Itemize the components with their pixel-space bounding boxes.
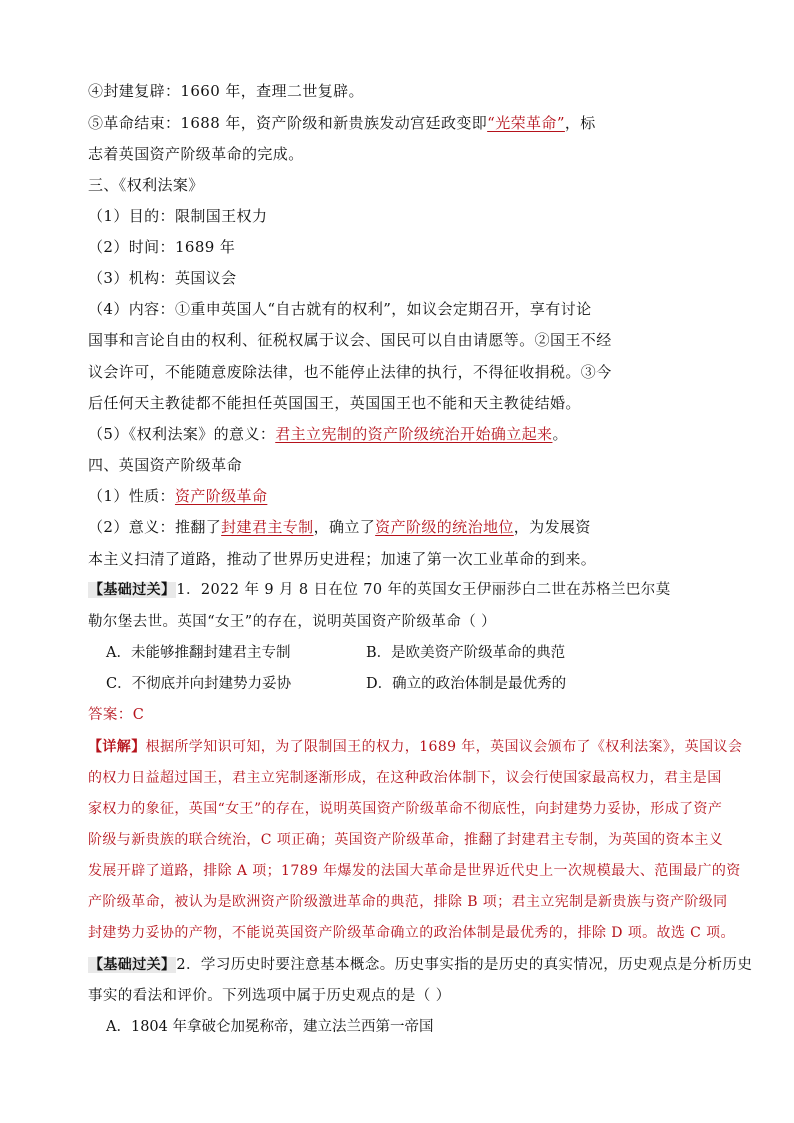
text-line: （5）《权利法案》的意义：君主立宪制的资产阶级统治开始确立起来。 [88, 425, 568, 443]
option-a: A．未能够推翻封建君主专制 [106, 645, 291, 661]
text-line: 后任何天主教徒都不能担任英国国王，英国国王也不能和天主教徒结婚。 [88, 394, 581, 412]
text-line: （2）时间：1689 年 [88, 238, 236, 256]
section-title: 四、英国资产阶级革命 [88, 456, 243, 474]
option-c: C．不彻底并向封建势力妥协 [106, 676, 292, 692]
answer-line: 答案：C [88, 707, 145, 723]
detail-line: 阶级与新贵族的联合统治，C 项正确；英国资产阶级革命，推翻了封建君主专制，为英国的资本主义 [88, 832, 724, 848]
detail-tag: 【详解】 [88, 739, 146, 755]
question-tag: 【基础过关】 [89, 582, 176, 598]
detail-line: 的权力日益超过国王，君主立宪制逐渐形成，在这种政治体制下，议会行使国家最高权力，君主是国 [88, 770, 722, 786]
underlined-answer: 资产阶级的统治地位 [375, 518, 514, 536]
detail-line: 【详解】根据所学知识可知，为了限制国王的权力，1689 年，英国议会颁布了《权利法案》，英国议会 [88, 739, 743, 755]
underlined-answer: “光荣革命” [487, 114, 565, 132]
underlined-answer: 资产阶级革命 [174, 487, 268, 505]
text-line: （2）意义：推翻了封建君主专制，确立了资产阶级的统治地位，为发展资 [88, 518, 591, 536]
text-line: 本主义扫清了道路，推动了世界历史进程；加速了第一次工业革命的到来。 [88, 550, 597, 568]
detail-line: 发展开辟了道路，排除 A 项；1789 年爆发的法国大革命是世界近代史上一次规模最大、范围最广的资 [88, 863, 741, 879]
text-line: （1）性质：资产阶级革命 [88, 487, 268, 505]
section-title: 三、《权利法案》 [88, 176, 204, 194]
underlined-answer: 君主立宪制的资产阶级统治开始确立起来 [275, 425, 553, 443]
question-stem: 【基础过关】2．学习历史时要注意基本概念。历史事实指的是历史的真实情况，历史观点是分析历史 [89, 957, 753, 973]
text-line: （3）机构：英国议会 [88, 269, 237, 287]
text-line: （1）目的：限制国王权力 [88, 207, 268, 225]
detail-line: 封建势力妥协的产物，不能说英国资产阶级革命确立的政治体制是最优秀的，排除 D 项。故选 C 项。 [88, 925, 735, 941]
question-tag: 【基础过关】 [89, 957, 176, 973]
option-a: A．1804 年拿破仑加冕称帝，建立法兰西第一帝国 [106, 1019, 434, 1035]
underlined-answer: 封建君主专制 [221, 518, 314, 536]
detail-line: 产阶级革命，被认为是欧洲资产阶级激进革命的典范，排除 B 项；君主立宪制是新贵族与资产阶级同 [88, 894, 728, 910]
question-stem: 勒尔堡去世。英国“女王”的存在，说明英国资产阶级革命（ ） [88, 614, 497, 630]
option-d: D．确立的政治体制是最优秀的 [366, 676, 567, 692]
question-stem: 事实的看法和评价。下列选项中属于历史观点的是（ ） [88, 988, 451, 1004]
option-b: B．是欧美资产阶级革命的典范 [366, 645, 566, 661]
question-stem: 【基础过关】1．2022 年 9 月 8 日在位 70 年的英国女王伊丽莎白二世在苏格兰巴尔莫 [89, 582, 671, 598]
detail-line: 家权力的象征，英国“女王”的存在，说明英国资产阶级革命不彻底性，向封建势力妥协，形成了资产 [88, 801, 723, 817]
text-line: ④封建复辟：1660 年，查理二世复辟。 [88, 82, 364, 100]
text-line: 志着英国资产阶级革命的完成。 [88, 145, 304, 163]
text-line: （4）内容：①重申英国人“自古就有的权利”，如议会定期召开，享有讨论 [88, 300, 592, 318]
text-line: 议会许可，不能随意废除法律，也不能停止法律的执行，不得征收捐税。③今 [88, 363, 612, 381]
text-line: 国事和言论自由的权利、征税权属于议会、国民可以自由请愿等。②国王不经 [88, 331, 612, 349]
text-line: ⑤革命结束：1688 年，资产阶级和新贵族发动宫廷政变即“光荣革命”，标 [88, 114, 596, 132]
